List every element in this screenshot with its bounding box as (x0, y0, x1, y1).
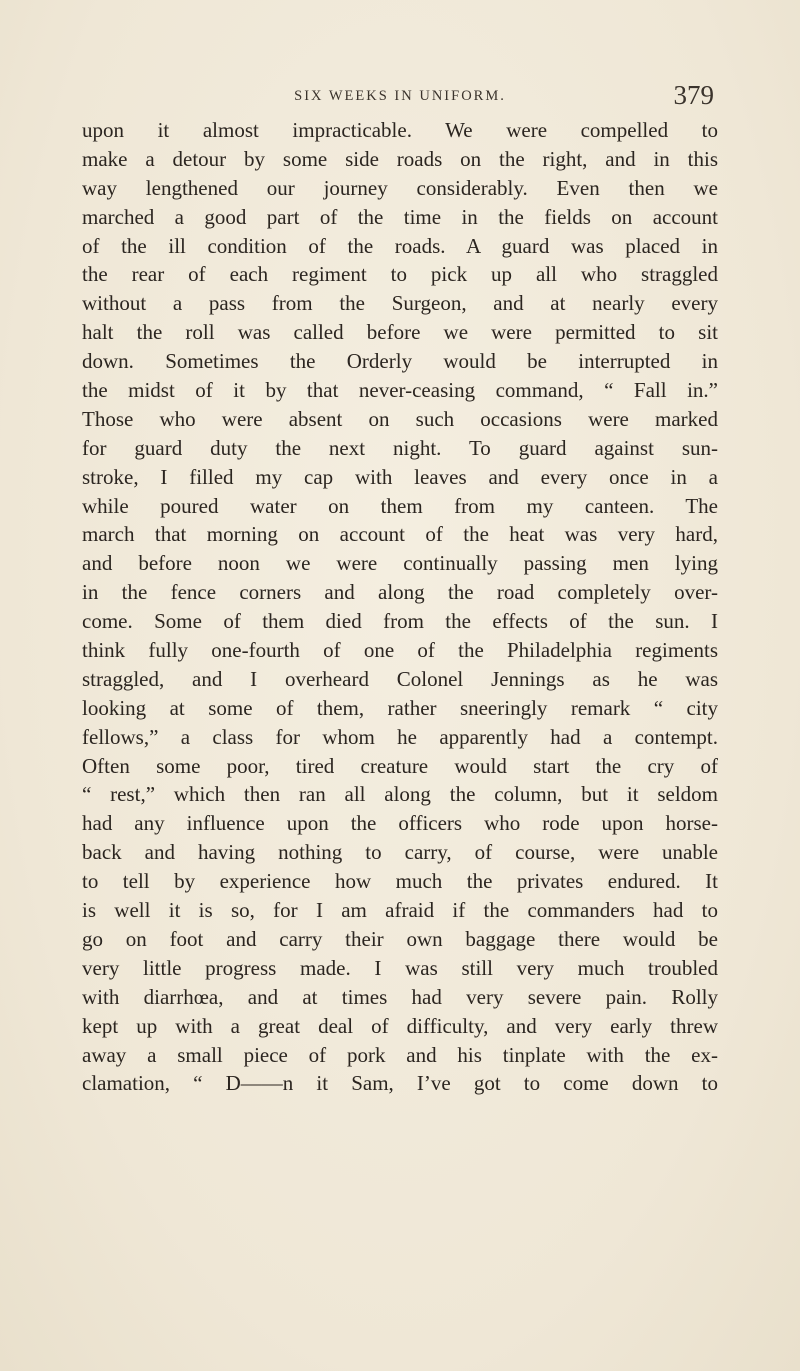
text-line: to tell by experience how much the privates endured. It (82, 869, 718, 894)
text-line: make a detour by some side roads on the right, and in this (82, 146, 718, 171)
text-line: of the ill condition of the roads. A guard was placed in (82, 233, 718, 258)
text-line: down. Sometimes the Orderly would be interrupted in (82, 349, 718, 374)
text-line: halt the roll was called before we were permitted to sit (82, 320, 718, 345)
text-line: back and having nothing to carry, of course, were unable (82, 840, 718, 865)
text-line: clamation, “ D——n it Sam, I’ve got to come down to (82, 1071, 718, 1096)
text-line: think fully one-fourth of one of the Philadelphia regiments (82, 638, 718, 663)
text-line: stroke, I filled my cap with leaves and every once in a (82, 464, 718, 489)
text-line: the midst of it by that never-ceasing command, “ Fall in.” (82, 378, 718, 403)
running-head: SIX WEEKS IN UNIFORM. (294, 88, 506, 104)
text-line: come. Some of them died from the effects of the sun. I (82, 609, 718, 634)
text-line: fellows,” a class for whom he apparently had a contempt. (82, 724, 718, 749)
text-line: very little progress made. I was still very much troubled (82, 955, 718, 980)
text-line: away a small piece of pork and his tinplate with the ex- (82, 1042, 718, 1067)
text-line: march that morning on account of the heat was very hard, (82, 522, 718, 547)
text-line: for guard duty the next night. To guard against sun- (82, 435, 718, 460)
text-line: had any influence upon the officers who rode upon horse- (82, 811, 718, 836)
text-line: straggled, and I overheard Colonel Jennings as he was (82, 666, 718, 691)
text-line: kept up with a great deal of difficulty, and very early threw (82, 1013, 718, 1038)
text-line: the rear of each regiment to pick up all who straggled (82, 262, 718, 287)
text-line: while poured water on them from my canteen. The (82, 493, 718, 518)
text-line: and before noon we were continually passing men lying (82, 551, 718, 576)
text-line: upon it almost impracticable. We were compelled to (82, 118, 718, 142)
text-line: with diarrhœa, and at times had very severe pain. Rolly (82, 984, 718, 1009)
text-line: way lengthened our journey considerably. Even then we (82, 175, 718, 200)
page-number: 379 (673, 80, 714, 110)
text-line: is well it is so, for I am afraid if the commanders had to (82, 898, 718, 923)
text-line: go on foot and carry their own baggage there would be (82, 926, 718, 951)
text-line: without a pass from the Surgeon, and at nearly every (82, 291, 718, 316)
text-line: looking at some of them, rather sneeringly remark “ city (82, 695, 718, 720)
body-text (82, 116, 718, 1098)
text-line: Those who were absent on such occasions were marked (82, 406, 718, 431)
text-line: marched a good part of the time in the fields on account (82, 204, 718, 229)
text-line: Often some poor, tired creature would start the cry of (82, 753, 718, 778)
text-line: in the fence corners and along the road completely over- (82, 580, 718, 605)
text-line: “ rest,” which then ran all along the column, but it seldom (82, 782, 718, 807)
